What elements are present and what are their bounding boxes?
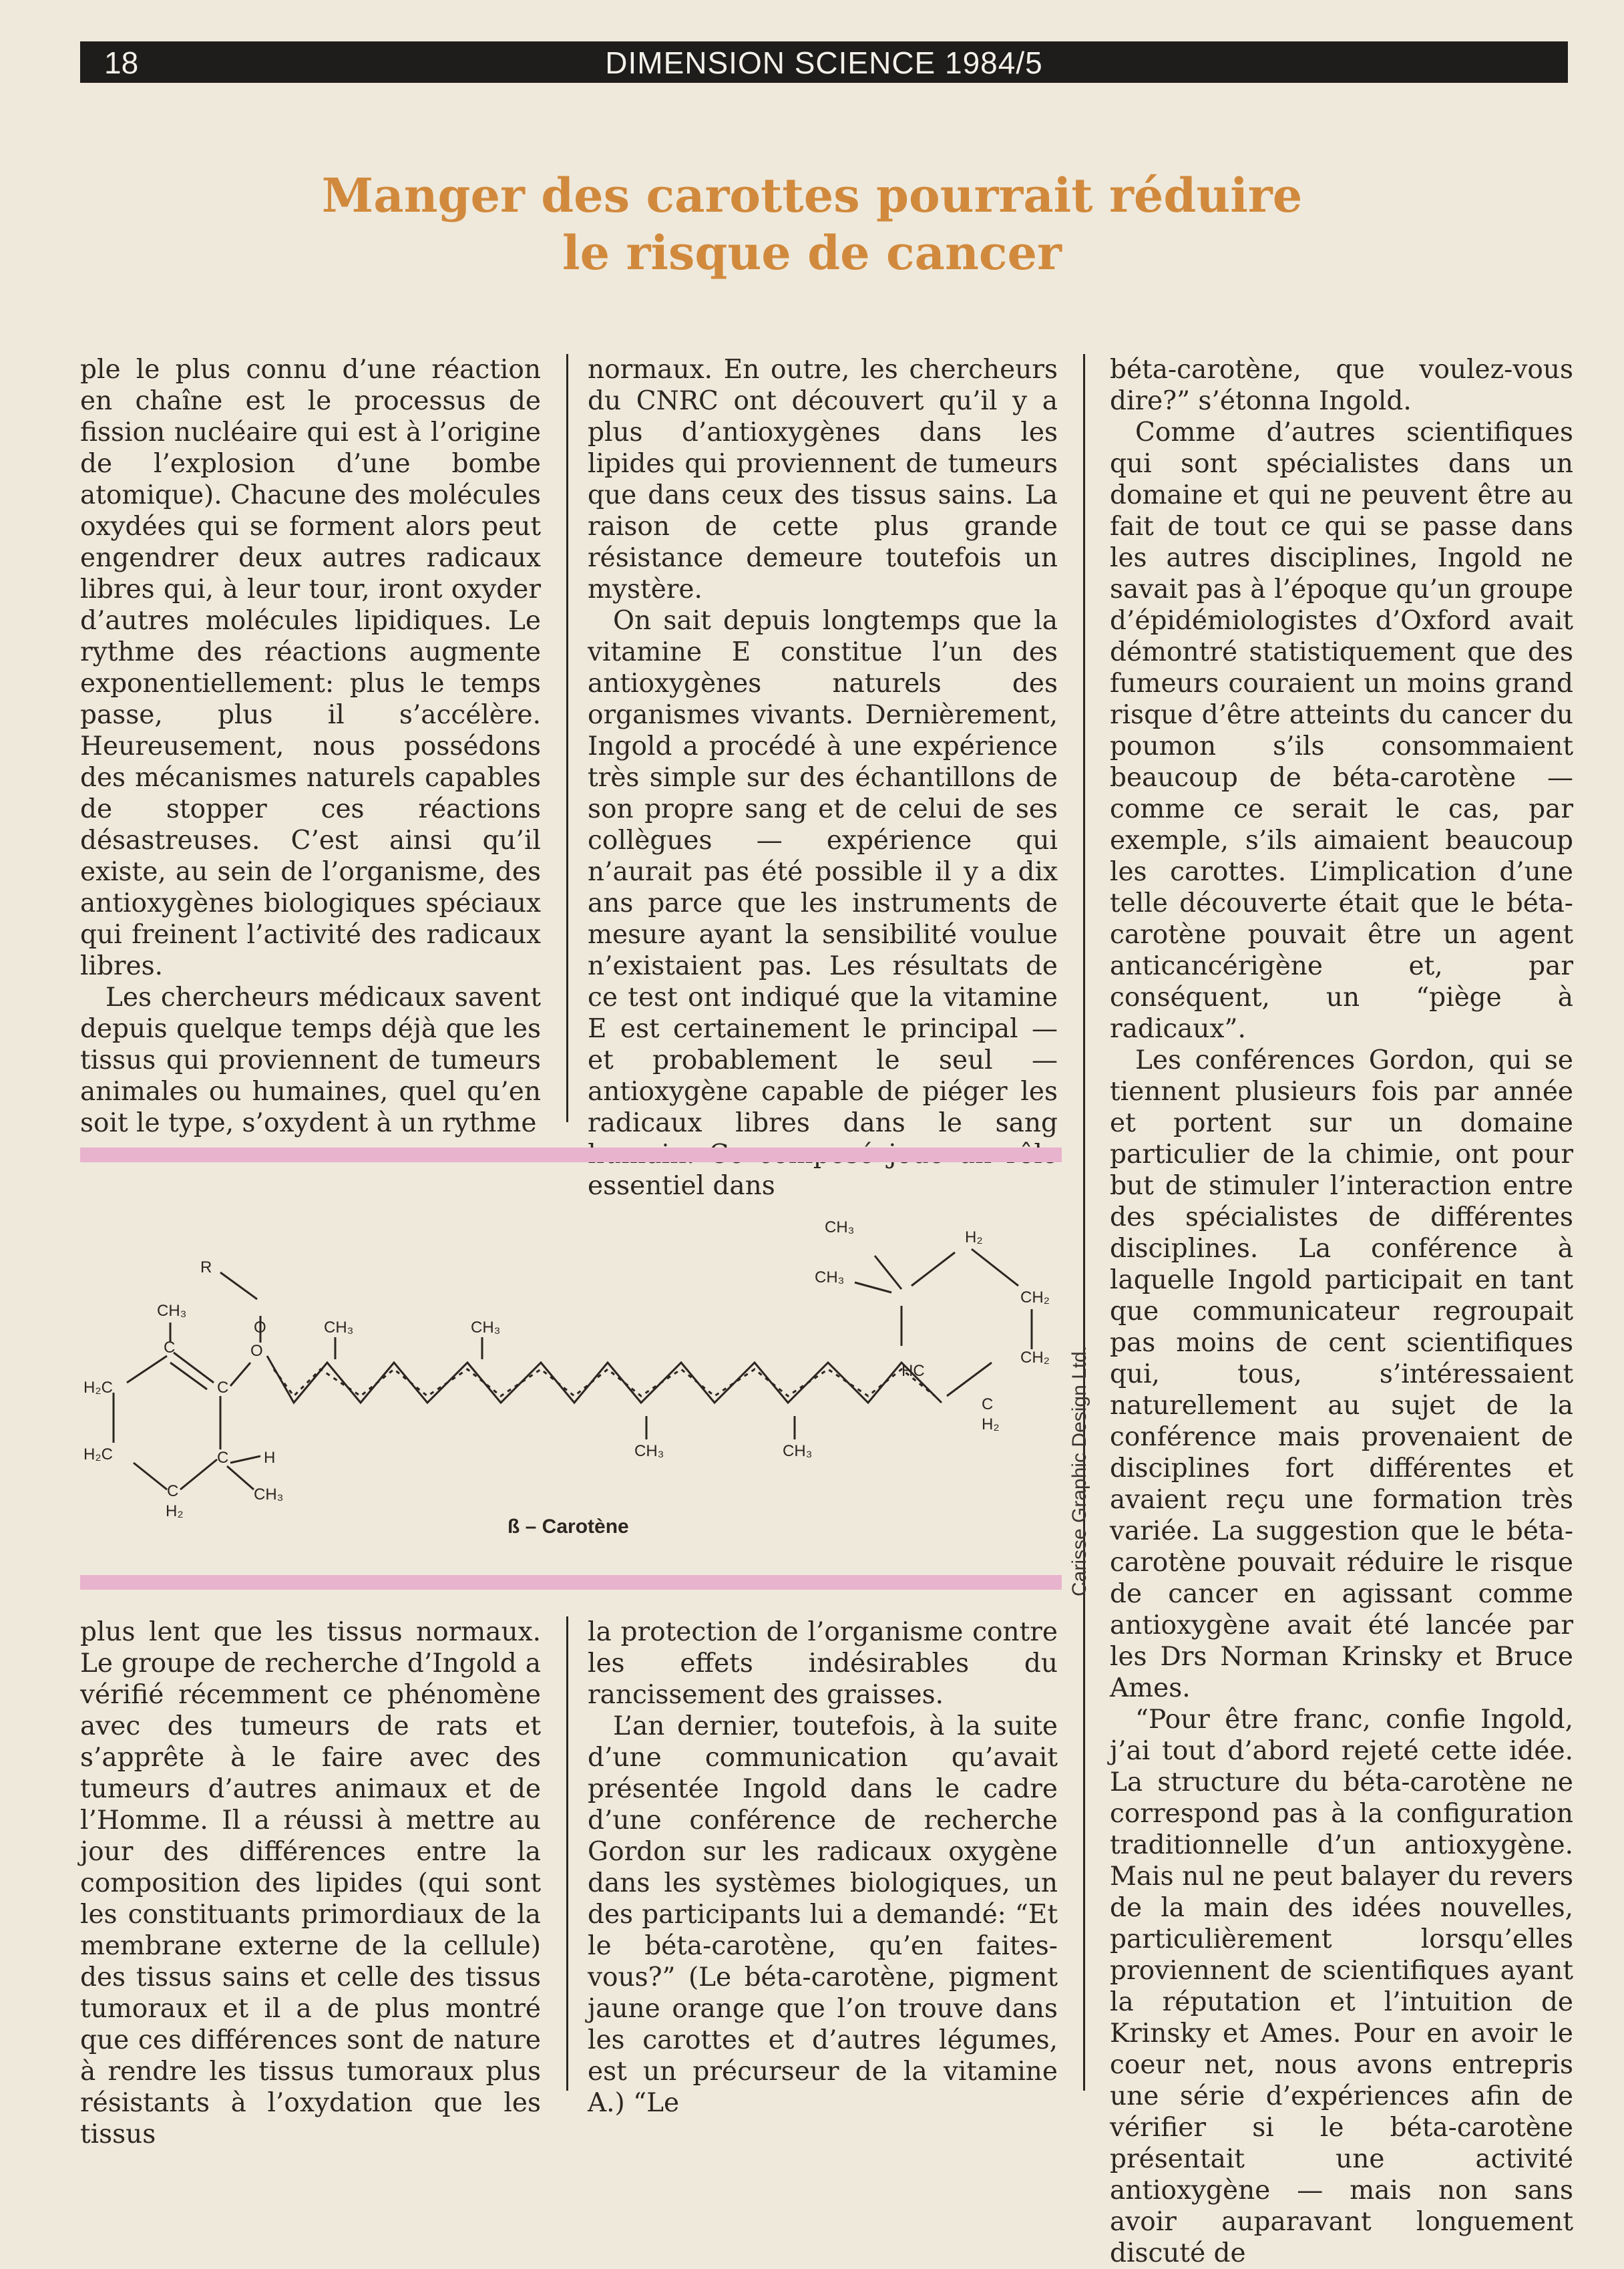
paragraph: Comme d’autres scientifiques qui sont spécialistes dans un domaine et qui ne peuvent être au fait de tout ce qui se passe dans les autres disciplines, Ingold ne savait pas à l’époque qu’un groupe d’épidémiologistes d’Oxford avait démontré statistiquement que des fumeurs couraient un moins grand risque d’être atteints du cancer du poumon s’ils consommaient beaucoup de béta-carotène — comme ce serait le cas, par exemple, s’ils aimaient beaucoup les carottes. L’implication d’une telle découverte était que le béta-carotène pouvait être un agent anticancérigène et, par conséquent, un “piège à radicaux”. <box>1110 417 1573 1044</box>
atom-c: C <box>982 1395 994 1413</box>
paragraph: Les conférences Gordon, qui se tiennent plusieurs fois par année et portent sur un domaine particulier de la chimie, ont pour but de stimuler l’interaction entre des spécialistes de différentes disciplines. La conférence à laquelle Ingold participait en tant que communicateur regroupait pas moins de cent scientifiques qui, tous, s’intéressaient naturellement au sujet de la conférence mais provenaient de disciplines fort différentes et avaient reçu une formation très variée. La suggestion que le béta-carotène pouvait réduire le risque de cancer en agissant comme antioxygène avait été lancée par les Drs Norman Krinsky et Bruce Ames. <box>1110 1045 1573 1703</box>
paragraph: la protection de l’organisme contre les effets indésirables du rancissement des graisses. <box>588 1617 1058 1710</box>
atom-ch3: CH₃ <box>783 1442 813 1460</box>
atom-ch3: CH₃ <box>254 1486 284 1504</box>
atom-ch3: CH₃ <box>815 1268 845 1286</box>
figure-top-band <box>80 1148 1062 1162</box>
paragraph: On sait depuis longtemps que la vitamine E constitue l’un des antioxygènes naturels des organismes vivants. Dernièrement, Ingold a procédé à une expérience très simple sur des échantillons de son propre sang et de celui de ses collègues — expérience qui n’aurait pas été possible il y a dix ans parce que les instruments de mesure ayant la sensibilité voulue n’existaient pas. Les résultats de ce test ont indiqué que la vitamine E est certainement le principal — et probablement le seul — antioxygène capable de piéger les radicaux libres dans le sang essentiel dans <box>588 606 1058 1201</box>
atom-c: C <box>217 1449 229 1467</box>
atom-h2: H₂ <box>982 1415 1000 1433</box>
structure-diagram <box>73 1162 1062 1550</box>
paragraph: plus lent que les tissus normaux. Le groupe de recherche d’Ingold a vérifié récemment ce phénomène avec des tumeurs de rats et s’apprête à le faire avec des tumeurs d’autres animaux et de l’Homme. Il a réussi à mettre au jour des différences entre la composition des lipides (qui sont les constituants primordiaux de la membrane externe de la cellule) des tissus sains et celle des tissus tumoraux et il a de plus montré que ces différences sont de nature à rendre les tissus tumoraux plus résistants à l’oxydation que les tissus <box>80 1617 541 2149</box>
atom-c: C <box>167 1482 179 1500</box>
paragraph: “Pour être franc, confie Ingold, j’ai tout d’abord rejeté cette idée. La structure du béta-carotène ne correspond pas à la configuration traditionnelle d’un antioxygène. Mais nul ne peut balayer du revers de la main des idées nouvelles, particulièrement lorsqu’elles proviennent de scientifiques ayant la réputation et l’intuition de Krinsky et Ames. Pour en avoir le coeur net, nous avons entrepris une série d’expériences afin de vérifier si le béta-carotène présentait une activité antioxygène — mais non sans avoir auparavant longuement discuté de <box>1110 1705 1573 2268</box>
atom-ch3: CH₃ <box>825 1218 855 1236</box>
atom-ch3: CH₃ <box>634 1442 664 1460</box>
column-2-top <box>588 354 1058 1201</box>
page-number: 18 <box>104 45 139 80</box>
title-line-2: le risque de cancer <box>562 225 1062 281</box>
title-line-1: Manger des carottes pourrait réduire <box>321 168 1303 223</box>
article-title <box>0 167 1624 282</box>
figure-bottom-band <box>80 1575 1062 1590</box>
atom-h: H <box>264 1449 276 1467</box>
column-rule <box>566 354 568 1122</box>
running-header <box>80 41 1568 83</box>
paragraph: L’an dernier, toutefois, à la suite d’une communication qu’avait présentée Ingold dans le cadre d’une conférence de recherche Gordon sur les radicaux oxygène dans les systèmes biologiques, un des participants lui a demandé: “Et le béta-carotène, qu’en faites-vous?” (Le béta-carotène, pigment jaune orange que l’on trouve dans les carottes et d’autres légumes, est un précurseur de la vitamine A.) “Le <box>588 1711 1058 2118</box>
atom-c: C <box>164 1339 176 1357</box>
atom-ch3: CH₃ <box>471 1319 501 1337</box>
atom-ch2: CH₂ <box>1020 1349 1050 1367</box>
atom-h2c: H₂C <box>83 1445 113 1463</box>
atom-hc: HC <box>901 1362 925 1380</box>
atom-h2: H₂ <box>166 1502 184 1520</box>
atom-h2c: H₂C <box>83 1379 113 1397</box>
column-rule <box>566 1616 568 2091</box>
paragraph: béta-carotène, que voulez-vous dire?” s’étonna Ingold. <box>1110 355 1573 416</box>
atom-ch2: CH₂ <box>1020 1288 1050 1306</box>
column-rule <box>1083 354 1085 2091</box>
paragraph: normaux. En outre, les chercheurs du CNRC ont découvert qu’il y a plus d’antioxygènes dans les lipides qui proviennent de tumeurs que dans ceux des tissus sains. La raison de cette plus grande résistance demeure toutefois un mystère. <box>588 355 1058 604</box>
atom-o: O <box>250 1342 263 1360</box>
atom-ch3: CH₃ <box>324 1319 354 1337</box>
paragraph: ple le plus connu d’une réaction en chaîne est le processus de fission nucléaire qui est à l’origine de l’explosion d’une bombe atomique). Chacune des molécules oxydées qui se forment alors peut engendrer deux autres radicaux libres qui, à leur tour, iront oxyder d’autres molécules lipidiques. Le rythme des réactions augmente exponentiellement: plus le temps passe, plus il s’accélère. Heureusement, nous possédons des mécanismes naturels capables de stopper ces réactions désastreuses. C’est ainsi qu’il existe, au sein de l’organisme, des antioxygènes biologiques spéciaux qui freinent l’activité des radicaux libres. <box>80 355 541 981</box>
atom-o: O <box>254 1319 266 1337</box>
column-3 <box>1110 354 1573 2268</box>
atom-h2: H₂ <box>965 1228 983 1246</box>
figure-credit: Carisse Graphic Design Ltd. <box>1068 1345 1090 1596</box>
column-1-top <box>80 354 541 1138</box>
journal-title: DIMENSION SCIENCE 1984/5 <box>605 45 1043 80</box>
atom-c: C <box>217 1379 229 1397</box>
atom-r: R <box>200 1258 212 1276</box>
atom-ch3: CH₃ <box>157 1302 187 1320</box>
figure-caption: ß – Carotène <box>508 1516 629 1538</box>
column-1-bottom <box>80 1616 541 2149</box>
paragraph: Les chercheurs médicaux savent depuis quelque temps déjà que les tissus qui proviennent de tumeurs animales ou humaines, quel qu’en soit le type, s’oxydent à un rythme <box>80 983 541 1138</box>
beta-carotene-structure <box>73 1162 1062 1550</box>
column-2-bottom <box>588 1616 1058 2118</box>
